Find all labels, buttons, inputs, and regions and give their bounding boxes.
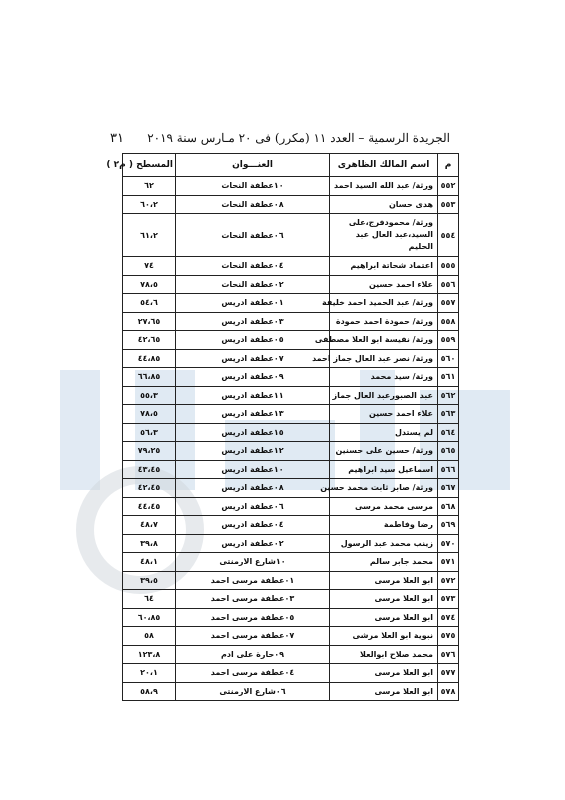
area: ٧٨،٥ [123,405,176,424]
owner-name: لم يستدل [330,423,438,442]
table-row [123,553,459,572]
owner-name: مرسى محمد مرسى [330,497,438,516]
owner-name: رضا وفاطمة [330,516,438,535]
area: ١٢٣،٨ [123,645,176,664]
row-number: ٥٦٩ [438,516,459,535]
page-header [110,128,450,148]
row-number: ٥٦٥ [438,442,459,461]
table-row [123,479,459,498]
address: ١٥عطفة ادريس [176,423,330,442]
address: ٠٦شارع الارمنتى [176,682,330,701]
row-number: ٥٧٤ [438,608,459,627]
header-address: العنـــوان [176,154,330,177]
address: ١٣عطفة ادريس [176,405,330,424]
area: ٤٢،٤٥ [123,479,176,498]
address: ٠٣عطفة ادريس [176,312,330,331]
area: ٤٢،٦٥ [123,331,176,350]
row-number: ٥٥٣ [438,195,459,214]
owner-name: هدى حسان [330,195,438,214]
row-number: ٥٥٦ [438,275,459,294]
area: ٤٨،٧ [123,516,176,535]
row-number: ٥٧٢ [438,571,459,590]
address: ١٢عطفة ادريس [176,442,330,461]
address: ٠٢عطفة النحات [176,275,330,294]
area: ٦٢ [123,177,176,196]
owner-name: اعتماد شحاتة ابراهيم [330,257,438,276]
owner-name: ورثة/ عبد الله السيد احمد [330,177,438,196]
table-row [123,608,459,627]
owner-name: علاء احمد حسين [330,275,438,294]
owner-name: اسماعيل سيد ابراهيم [330,460,438,479]
address: ٠٧عطفة ادريس [176,349,330,368]
owner-name: ابو العلا مرسى [330,571,438,590]
owner-name: زينب محمد عبد الرسول [330,534,438,553]
address: ٠٦عطفة النحات [176,214,330,257]
owner-name: علاء احمد حسين [330,405,438,424]
table-row [123,460,459,479]
area: ٧٨،٥ [123,275,176,294]
row-number: ٥٦٣ [438,405,459,424]
row-number: ٥٧٧ [438,664,459,683]
table-row [123,645,459,664]
table-row [123,214,459,257]
area: ٤٨،١ [123,553,176,572]
row-number: ٥٧١ [438,553,459,572]
area: ٦٠،٢ [123,195,176,214]
address: ٠٩عطفة ادريس [176,368,330,387]
address: ٠٤عطفة مرسى احمد [176,664,330,683]
address: ٠٨عطفة ادريس [176,479,330,498]
address: ٠١عطفة ادريس [176,294,330,313]
address: ٠٣عطفة مرسى احمد [176,590,330,609]
area: ٧٩،٢٥ [123,442,176,461]
table-row [123,664,459,683]
area: ٧٤ [123,257,176,276]
owner-name: نبوية ابو العلا مرشى [330,627,438,646]
area: ٣٩،٨ [123,534,176,553]
owner-name: ابو العلا مرسى [330,682,438,701]
table-row [123,177,459,196]
owner-name: ورثة/ نفيسة ابو العلا مصطفى [330,331,438,350]
row-number: ٥٥٨ [438,312,459,331]
row-number: ٥٥٤ [438,214,459,257]
row-number: ٥٧٥ [438,627,459,646]
row-number: ٥٧٠ [438,534,459,553]
table-row [123,257,459,276]
row-number: ٥٦٠ [438,349,459,368]
header-owner: اسم المالك الظاهرى [330,154,438,177]
header-number: م [438,154,459,177]
owner-name: ابو العلا مرسى [330,608,438,627]
address: ٠٧عطفة مرسى احمد [176,627,330,646]
area: ٥٦،٣ [123,423,176,442]
row-number: ٥٦٧ [438,479,459,498]
table-row [123,368,459,387]
row-number: ٥٧٦ [438,645,459,664]
table-row [123,423,459,442]
address: ١٠عطفة ادريس [176,460,330,479]
area: ٦٠،٨٥ [123,608,176,627]
table-row [123,516,459,535]
row-number: ٥٧٨ [438,682,459,701]
address: ٠٥عطفة مرسى احمد [176,608,330,627]
area: ٤٤،٤٥ [123,497,176,516]
row-number: ٥٥٥ [438,257,459,276]
row-number: ٥٧٣ [438,590,459,609]
owner-name: عبد الصبورعبد العال جماز [330,386,438,405]
area: ٦١،٢ [123,214,176,257]
table-header-row [123,154,459,177]
owner-name: ورثة/ عبد الحميد احمد خليفة [330,294,438,313]
area: ٤٣،٤٥ [123,460,176,479]
row-number: ٥٦٢ [438,386,459,405]
property-table [106,153,459,701]
owner-name: ورثة/ حسين على حسنين [330,442,438,461]
table-row [123,349,459,368]
owner-name: ورثة/ حمودة احمد حمودة [330,312,438,331]
address: ٠٨عطفة النحات [176,195,330,214]
area: ٥٥،٣ [123,386,176,405]
owner-name: ورثة/ محمودفرج،على السيد،عبد العال عبد الحليم [330,214,438,257]
table-row [123,534,459,553]
area: ٦٦،٨٥ [123,368,176,387]
table-row [123,442,459,461]
row-number: ٥٥٢ [438,177,459,196]
owner-name: ورثة/ نصر عبد العال جماز احمد [330,349,438,368]
table-row [123,386,459,405]
address: ٠٢عطفة ادريس [176,534,330,553]
owner-name: ابو العلا مرسى [330,590,438,609]
table-row [123,294,459,313]
row-number: ٥٦١ [438,368,459,387]
table-row [123,627,459,646]
address: ٠٤عطفة النحات [176,257,330,276]
header-area: المسطح ( م٢ ) [123,154,176,177]
table-row [123,195,459,214]
table-row [123,405,459,424]
table-row [123,682,459,701]
table-row [123,571,459,590]
page-number: ٣١ [110,130,124,146]
table-row [123,590,459,609]
area: ٥٨،٩ [123,682,176,701]
table-row [123,331,459,350]
address: ١٠شارع الارمنتى [176,553,330,572]
owner-name: ورثة/ سيد محمد [330,368,438,387]
row-number: ٥٦٨ [438,497,459,516]
address: ٠٦عطفة ادريس [176,497,330,516]
area: ٢٠،١ [123,664,176,683]
owner-name: ابو العلا مرسى [330,664,438,683]
address: ١٠عطفة النحات [176,177,330,196]
address: ١١عطفة ادريس [176,386,330,405]
owner-name: محمد صلاح ابوالعلا [330,645,438,664]
area: ٤٤،٨٥ [123,349,176,368]
row-number: ٥٥٧ [438,294,459,313]
table-row [123,497,459,516]
address: ٠٩حارة على ادم [176,645,330,664]
area: ٥٤،٦ [123,294,176,313]
address: ٠٥عطفة ادريس [176,331,330,350]
row-number: ٥٥٩ [438,331,459,350]
address: ٠١عطفة مرسى احمد [176,571,330,590]
table-row [123,275,459,294]
area: ٣٩،٥ [123,571,176,590]
area: ٥٨ [123,627,176,646]
area: ٦٤ [123,590,176,609]
table-row [123,312,459,331]
owner-name: ورثة/ صابر ثابت محمد حسين [330,479,438,498]
address: ٠٤عطفة ادريس [176,516,330,535]
row-number: ٥٦٦ [438,460,459,479]
owner-name: محمد جابر سالم [330,553,438,572]
area: ٢٧،٦٥ [123,312,176,331]
header-title: الجريدة الرسمية – العدد ١١ (مكرر) فى ٢٠ مـارس سنة ٢٠١٩ [147,131,450,145]
row-number: ٥٦٤ [438,423,459,442]
